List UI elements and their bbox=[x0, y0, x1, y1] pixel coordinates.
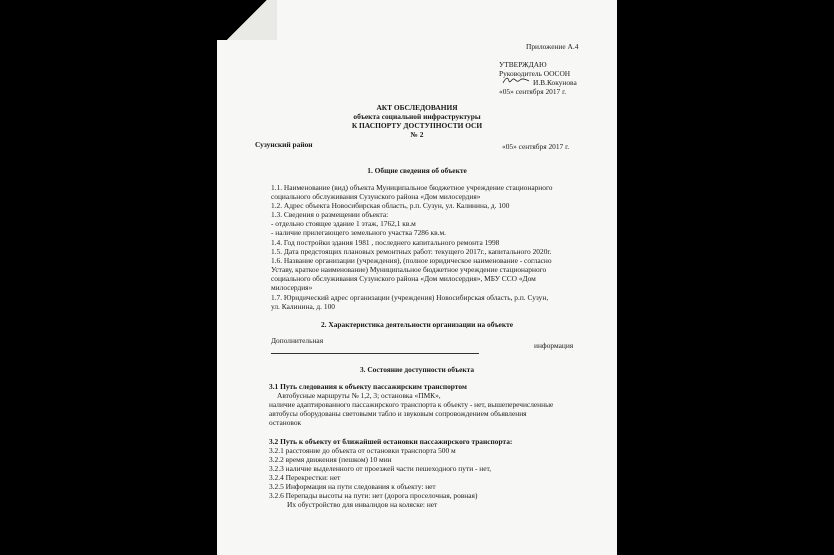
s1-line: 1.4. Год постройки здания 1981 , последнего капитального ремонта 1998 bbox=[271, 238, 500, 247]
s3-sub2-title: 3.2 Путь к объекту от ближайшей остановки пассажирского транспорта: bbox=[269, 437, 513, 446]
act-date: «05» сентября 2017 г. bbox=[502, 142, 570, 151]
document-page bbox=[217, 0, 617, 555]
approve-title: УТВЕРЖДАЮ bbox=[499, 60, 547, 69]
page-fold-corner bbox=[217, 0, 277, 40]
s1-line: 1.6. Название организации (учреждения), (полное юридическое наименование - согласно bbox=[271, 256, 552, 265]
s3-sub1-line: остановок bbox=[269, 418, 302, 427]
s3-sub2-line: 3.2.1 расстояние до объекта от остановки транспорта 500 м bbox=[269, 446, 456, 455]
s2-right-label: информация bbox=[534, 341, 574, 350]
s3-sub2-line: 3.2.6 Перепады высоты на пути: нет (дорога проселочная, ровная) bbox=[269, 491, 478, 500]
approve-role: Руководитель ООСОН bbox=[499, 69, 571, 78]
s2-left-label: Дополнительная bbox=[271, 336, 324, 345]
section3-title: 3. Состояние доступности объекта bbox=[359, 365, 475, 374]
act-number: № 2 bbox=[410, 130, 424, 139]
s3-sub1-line: автобусы оборудованы световыми табло и звуковым сопровождением объявления bbox=[269, 409, 527, 418]
s1-line: социального обслуживания Сузунского района «Дом милосердия», МБУ ССО «Дом bbox=[271, 274, 536, 283]
s3-sub2-line: 3.2.2 время движения (пешком) 10 мин bbox=[269, 455, 392, 464]
s3-sub2-line: 3.2.5 Информация на пути следования к объекту: нет bbox=[269, 482, 436, 491]
s1-line: социального обслуживания Сузунского района «Дом милосердия» bbox=[271, 192, 481, 201]
section1-title: 1. Общие сведения об объекте bbox=[367, 166, 467, 175]
district: Сузунский район bbox=[255, 140, 313, 149]
s1-line: 1.3. Сведения о размещении объекта: bbox=[271, 210, 389, 219]
appendix-label: Приложение А.4 bbox=[526, 42, 579, 51]
s1-line: - отдельно стоящее здание 1 этаж, 1762,1 кв.м bbox=[271, 219, 416, 228]
handwritten-signature bbox=[502, 75, 530, 85]
s2-underline bbox=[271, 353, 479, 354]
act-subtitle: объекта социальной инфраструктуры bbox=[353, 112, 481, 121]
s3-sub2-line: Их обустройство для инвалидов на коляске: нет bbox=[287, 500, 438, 509]
s1-line: 1.1. Наименование (вид) объекта Муниципальное бюджетное учреждение стационарного bbox=[271, 183, 553, 192]
s1-line: милосердия» bbox=[271, 283, 313, 292]
s3-sub2-line: 3.2.4 Перекрестки: нет bbox=[269, 473, 341, 482]
s1-line: 1.5. Дата предстоящих плановых ремонтных работ: текущего 2017г., капитального 2020г. bbox=[271, 247, 552, 256]
approve-date: «05» сентября 2017 г. bbox=[499, 87, 567, 96]
s3-sub1-line: наличие адаптированного пассажирского транспорта к объекту - нет, вышеперечисленные bbox=[269, 400, 554, 409]
section2-title: 2. Характеристика деятельности организации на объекте bbox=[320, 320, 513, 329]
s1-line: 1.2. Адрес объекта Новосибирская область, р.п. Сузун, ул. Калинина, д. 100 bbox=[271, 201, 510, 210]
s3-sub1-line: Автобусные маршруты № 1,2, 3; остановка «ПМК», bbox=[277, 391, 441, 400]
act-title: АКТ ОБСЛЕДОВАНИЯ bbox=[376, 103, 458, 112]
s1-line: - наличие прилегающего земельного участка 7286 кв.м. bbox=[271, 228, 446, 237]
approve-name: И.В.Кокунова bbox=[533, 78, 577, 87]
s1-line: Уставу, краткое наименование) Муниципальное бюджетное учреждение стационарного bbox=[271, 265, 547, 274]
s3-sub1-title: 3.1 Путь следования к объекту пассажирским транспортом bbox=[269, 382, 467, 391]
s1-line: ул. Калинина, д. 100 bbox=[271, 302, 335, 311]
s3-sub2-line: 3.2.3 наличие выделенного от проезжей части пешеходного пути - нет, bbox=[269, 464, 492, 473]
act-passport: К ПАСПОРТУ ДОСТУПНОСТИ ОСИ bbox=[351, 121, 483, 130]
s1-line: 1.7. Юридический адрес организации (учреждения) Новосибирская область, р.п. Сузун, bbox=[271, 293, 549, 302]
